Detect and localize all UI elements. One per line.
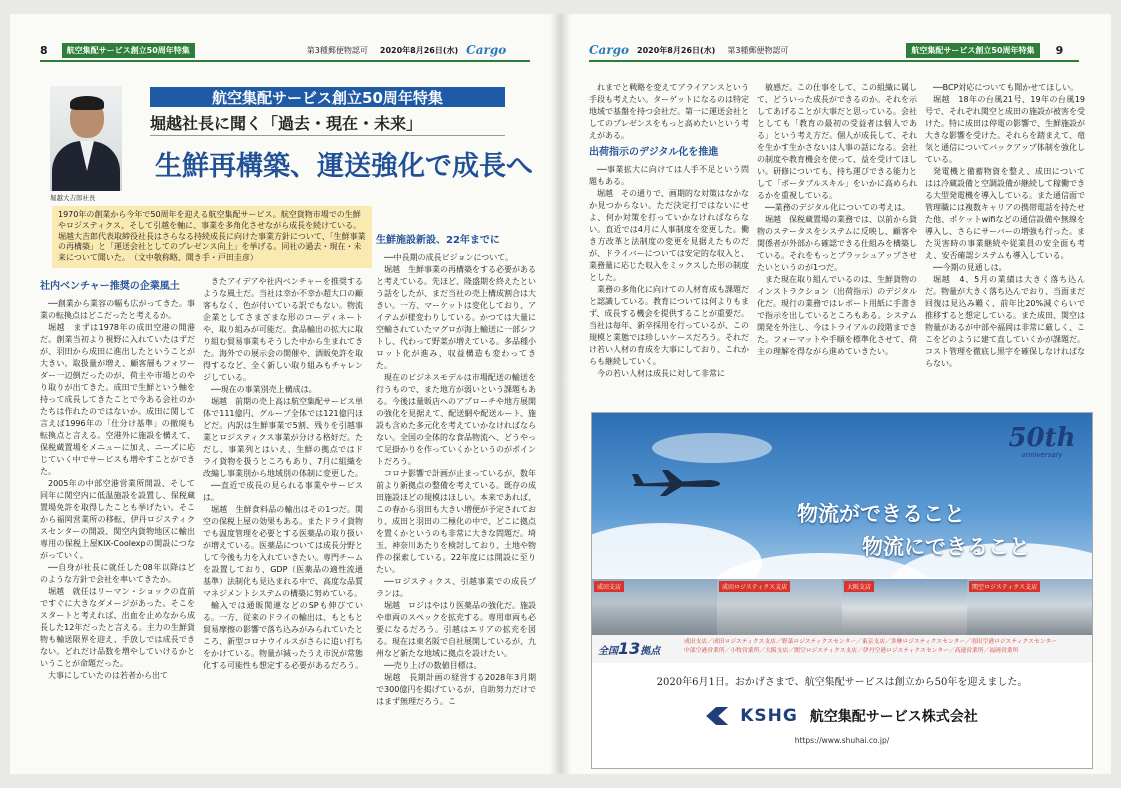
left-header <box>40 42 506 58</box>
ad-tagline-1: 物流ができること <box>797 501 965 526</box>
branch-label: 成田支店 <box>594 581 624 592</box>
paragraph: 発電機と備蓄物資を整え、成田についてはは冷蔵設備と空調設備が継続して稼働できる大型発電機を導入している。また通信面で管理職には複数キャリアの携帯電話を持たせた他、ポケットwifiなどの通信設備や無線を導入し、さらにサーバーの増強も行った。また災害時の事業継続や従業員の安全面も考え、安否確認システムも導入している。 <box>925 167 1085 260</box>
paragraph: ──創業から業容の幅も広がってきた。事業の転換点はどこだったと考えるか。 <box>40 299 195 320</box>
mail-class: 第3種郵便物認可 <box>306 45 368 55</box>
emblem-number: 50th <box>1008 423 1076 453</box>
subheading: 生鮮施設新設、22年までに <box>376 235 500 246</box>
emblem-sub: anniversary <box>1021 451 1063 459</box>
branch-photo <box>967 578 1092 637</box>
branch-label: 成田ロジスティクス支店 <box>719 581 790 592</box>
national-suffix: 拠点 <box>640 646 661 657</box>
branch-photo <box>717 578 842 637</box>
headline: 生鮮再構築、運送強化で成長へ <box>155 151 533 182</box>
bases-line: 中部空港営業所／小牧営業所／大阪支店／関空ロジスティクス支店／伊丹空港ロジスティクスセンター／高速営業所／福岡営業所 <box>684 647 1019 654</box>
president-photo <box>50 86 122 191</box>
left-column-1 <box>40 276 195 766</box>
ad-tagline-2: 物流にできること <box>862 534 1030 559</box>
subheading: 社内ベンチャー推奨の企業風土 <box>40 281 180 292</box>
national-bases-count <box>598 639 678 659</box>
paragraph: きたアイデアや社内ベンチャーを推奨するような風土だ。当社は幸か不幸か超大口の顧客もなく、色が付いている訳でもない。物流企業としてさまざまな形のコーディネートや、取り組みが可能だ。食品輸出の拡大に取り組む貿易事業もそうした中から生まれてきた。海外での展示会の開催や、酒販免許を取得するなど、全く新しい取り組みもチャレンジしている。 <box>203 277 363 382</box>
branch-photo <box>842 578 967 637</box>
branch-label: 大阪支店 <box>844 581 874 592</box>
paragraph: 堀越 前期の売上高は航空集配サービス単体で111億円、グループ全体では121億円ほどだ。内訳は生鮮事業で5割、残りを引越事業とロジスティクス事業が分ける格好だ。ただし、事業列とはいえ、生鮮の拠点ではドライ貨物を扱うところもあり、7月に組織を改編し事業別から地域別の体制に変更した。 <box>203 397 363 478</box>
branch-photo <box>592 578 717 637</box>
paragraph: 堀越 4、5月の業績は大きく落ち込んだ。物量が大きく落ち込んでおり、当面まだ回復は見込み難く、前年比20%減ぐらいで推移すると想定している。また成田、関空は物量があるが中部や福岡は非常に厳しく、ここをどのように建て直していくかが課題だ。コスト管理を徹底し黒字を確保しなければならない。 <box>925 275 1085 368</box>
page-number: 9 <box>1055 43 1064 57</box>
paragraph: 業務の多角化に向けての人材育成も課題だと認識している。教育については何よりもまず、成長する機会を提供することが重要だ。当社は毎年、新卒採用を行っているが、この規模と業態では珍しいケースだろう。それだけ若い人材の育成を大事にしており、これからも継続していく。 <box>589 285 749 366</box>
kshg-logo-icon <box>706 707 728 725</box>
right-header <box>589 42 1063 58</box>
paragraph: 堀越 生鮮食料品の輸出はその1つだ。関空の保税上屋の効果もある。またドライ貨物でも温度管理を必要とする医薬品の取り扱いが増えている。医薬品については成長分野として今後も力を入れていきたい。専門チームを設置しており、GDP（医薬品の適性流通基準）法制化も見込まれる中で、高度な品質マネジメントシステムの構築に努めている。 <box>203 505 363 598</box>
paragraph: ──直近で成長の見られる事業やサービスは。 <box>203 481 363 502</box>
paragraph: 今の若い人材は成長に対して非常に <box>597 369 725 378</box>
right-column-3 <box>925 82 1085 404</box>
subheading: 出荷指示のデジタル化を推進 <box>589 147 719 158</box>
paragraph: 現在のビジネスモデルは市場配送の輸送を行うもので、また地方が弱いという課題もある。今後は量販店へのアプローチや地方展開の強化を見据えて、配送網や配送ルート、施設も含めた多元化を考えていかなければならない。全国の全体的な食品物流へ、どうやって足掛かりを作っていくかというのがポイントだろう。 <box>376 373 536 466</box>
right-column-2 <box>757 82 917 404</box>
branch-label: 関空ロジスティクス支店 <box>969 581 1040 592</box>
section-tag: 航空集配サービス創立50周年特集 <box>62 43 195 58</box>
paragraph: ──BCP対応についても聞かせてほしい。 <box>933 83 1079 92</box>
paragraph: 堀越 長期計画の経営する2028年3月期で300億円を掲げているが、自助努力だけではまず無理だろう。こ <box>376 673 536 706</box>
issue-date: 2020年8月26日(水) <box>379 45 459 55</box>
paragraph: 堀越 その通りで、画期的な対策はなかなか見つからない。ただ決定打ではないにせよ、何か対策を打っていかなければならない。直近では4月に人事制度を変更した。働き方改革と法制度の変更を見据えたものだが、ドライバーについては安定的な収入と、業務量に応じた収入をミックスした形の制度とした。 <box>589 189 749 282</box>
brand-logo: Cargo <box>466 43 507 57</box>
company-logo <box>692 701 992 731</box>
paragraph: また現在取り組んでいるのは、生鮮貨物のインストラクション（出荷指示）のデジタル化だ。現行の業務ではレポート用紙に手書きで指示を出しているところもある。システム開発を外注し、今はトライアルの段階まできた。フォーマットや手順を標準化させて、荷主の理解を得ながら進めていきたい。 <box>757 275 917 356</box>
mail-class: 第3種郵便物認可 <box>727 45 789 55</box>
company-url[interactable]: https://www.shuhai.co.jp/ <box>794 736 890 745</box>
paragraph: 2005年の中部空港営業所開設、そして同年に関空内に低温施設を設置し、保税蔵置場免許を取得したことも挙げたい。そこから福岡営業所の移転、伊丹ロジスティクスセンターの開設、関空内貨物地区に輸出専用の保税上屋KIX-Coolexpの開設につながっていく。 <box>40 479 195 560</box>
logo-text: KSHG <box>740 706 798 726</box>
paragraph: 堀越 ロジはやはり医薬品の強化だ。施設や車両のスペックを拡充する。専用車両も必要になるだろう。引越はエリアの拡充を図る。現在は東名阪で自社展開しているが、九州など新たな地域に拠点を設けたい。 <box>376 601 536 658</box>
paragraph: ──ロジスティクス、引越事業での成長プランは。 <box>376 577 536 598</box>
page-number: 8 <box>40 43 48 57</box>
paragraph: 輸入では通販関連などのSPも伸びている。一方、従来のドライの輸出は、もともと貿易摩擦の影響で落ち込みがみられていたところ、新型コロナウイルスがさらに追い打ちをかけている。物量が減ったうえ市況が常態化する可能性も想定する必要があるだろう。 <box>203 601 363 670</box>
feature-banner: 航空集配サービス創立50周年特集 <box>150 87 505 107</box>
left-page <box>10 14 550 774</box>
header-rule <box>589 60 1079 62</box>
paragraph: 堀越 生鮮事業の再構築をする必要があると考えている。先ほど、隆盛期を終えたという話をしたが、まだ当社の売上構成割合は大きい。一方、マーケットは変化しており、アイテムが様変わりしている。かつては大量に空輸されていたマグロが海上輸送に一部シフトし、代わって野菜が増えている。多品種小ロット化が進み、収益構造も変わってきた。 <box>376 265 536 370</box>
paragraph: ──売り上げの数値目標は。 <box>384 661 482 670</box>
bases-line: 成田支店／成田ロジスティクス支店／野菜ロジスティクスセンター／東京支店／多摩ロジスティクスセンター／羽田空港ロジスティクスセンター <box>684 639 1057 645</box>
paragraph: ──事業拡大に向けては人手不足という問題もある。 <box>589 165 749 186</box>
national-prefix: 全国 <box>598 646 618 657</box>
photo-caption: 堀越大吉郎社長 <box>50 194 96 202</box>
paragraph: ──業務のデジタル化についての考えは。 <box>765 203 910 212</box>
paragraph: コロナ影響で計画が止まっているが、数年前より新拠点の整備を考えている。既存の成田施設ほどの規模はほしい。本来であれば、この春から羽田も大きい増便が予定されており、成田と羽田の二極化の中で、どこに拠点を置くかというのも非常に大きな問題だ。埼玉、神奈川あたりを検討しており、土地や物件の探索している。22年度には開設に至りたい。 <box>376 469 536 574</box>
paragraph: 堀越 まずは1978年の成田空港の開港だ。創業当初より視野に入れていたはずだが、羽田から成田に進出したということが大きい。取扱量が増え、顧客層もフォワーダー一辺倒だったのが、荷主や市場とのやり取りが出てきた。成田で生鮮という軸を持って成長してきたことで今ある会社のかたちは作れたのではないか。成田に関して言えば1996年の「仕分け基準」の撤廃も転換点と言える。空港外に施設を構えて、保税蔵置場をメニューに加え、ニーズに応じていく中でサービスも増やすことができた。 <box>40 323 195 476</box>
paragraph: れまでと戦略を変えてアライアンスという手段も考えたい。ターゲットになるのは特定地域で基盤を持つ会社だ。第一に運送会社としてのプレゼンスをもっと高めたいという考えがある。 <box>589 83 749 140</box>
bases-list <box>684 638 1084 655</box>
lead-paragraph: 1970年の創業から今年で50周年を迎える航空集配サービス。航空貨物市場での生鮮やロジスティクス、そして引越を軸に、事業を多角化させながら成長を続けている。堀越大吉郎代表取締役社長はさらなる持続成長に向けた事業方針について、「生鮮事業の再構築」と「運送会社としてのプレゼンス向上」を挙げる。同社の過去・現在・未来について聞いた。 （文中敬称略、聞き手・戸田圭彦） <box>52 206 372 268</box>
left-column-2 <box>203 276 363 766</box>
anniversary-emblem <box>1002 425 1082 487</box>
page-gutter <box>550 14 571 774</box>
company-name: 航空集配サービス株式会社 <box>809 709 978 725</box>
paragraph: 堀越 保税蔵置場の業務では、以前から貨物のステータスをシステムに反映し、顧客や関係者が外部から確認できる仕組みを構築している。それをもっとブラッシュアップさせたいというのが1つだ。 <box>757 215 917 272</box>
right-page <box>571 14 1111 774</box>
header-rule <box>40 60 530 62</box>
paragraph: 堀越 18年の台風21号、19年の台風19号で、それぞれ関空と成田の施設が被害を受けた。特に成田は停電の影響で、生鮮施設が大きな影響を受けた。それらを踏まえて、竜気と通信についてバックアップ体制を強化している。 <box>925 95 1085 164</box>
paragraph: 大事にしていたのは若者から出て <box>48 671 168 680</box>
issue-date: 2020年8月26日(水) <box>637 45 716 55</box>
paragraph: ──中長期の成長ビジョンについて。 <box>384 253 514 262</box>
anniversary-message: 2020年6月1日。おかげさまで、航空集配サービスは創立から50年を迎えました。 <box>656 677 1028 688</box>
right-column-1 <box>589 82 749 404</box>
interview-title: 堀越社長に聞く「過去・現在・未来」 <box>150 111 505 136</box>
paragraph: ──今期の見通しは。 <box>933 263 1007 272</box>
left-column-3 <box>376 230 536 766</box>
airplane-icon <box>632 468 722 498</box>
paragraph: 堀越 就任はリーマン・ショックの直前ですぐに大きなダメージがあった。そこをスタートと考えれば、出血を止めなから成長した12年だったと言える。主力の生鮮貨物も輸送限界を迎え、手放しでは成長できない。どれだけ品数を増やしていけるかということが命題だった。 <box>40 587 195 668</box>
national-count: 13 <box>618 639 641 658</box>
paragraph: ──自身が社長に就任した08年以降はどのような方針で会社を率いてきたか。 <box>40 563 195 584</box>
section-tag: 航空集配サービス創立50周年特集 <box>906 43 1039 58</box>
paragraph: 敏感だ。この仕事をして、この組織に属して、どういった成長ができるのか。それを示してあげることが大事だと思っている。会社としても「教育の最初の受益者は個人である」という考え方だ。個人が成長して、それを生かす生かさないは人事の話になる。会社の制度や教育機会を使って、益を受けてほしい。研修についても、持ち運びできる能力として「ポータブルスキル」をいかに高められるかを重視している。 <box>757 83 917 200</box>
paragraph: ──現在の事業別売上構成は。 <box>211 385 317 394</box>
brand-logo: Cargo <box>589 43 630 57</box>
company-advertisement <box>591 412 1093 769</box>
